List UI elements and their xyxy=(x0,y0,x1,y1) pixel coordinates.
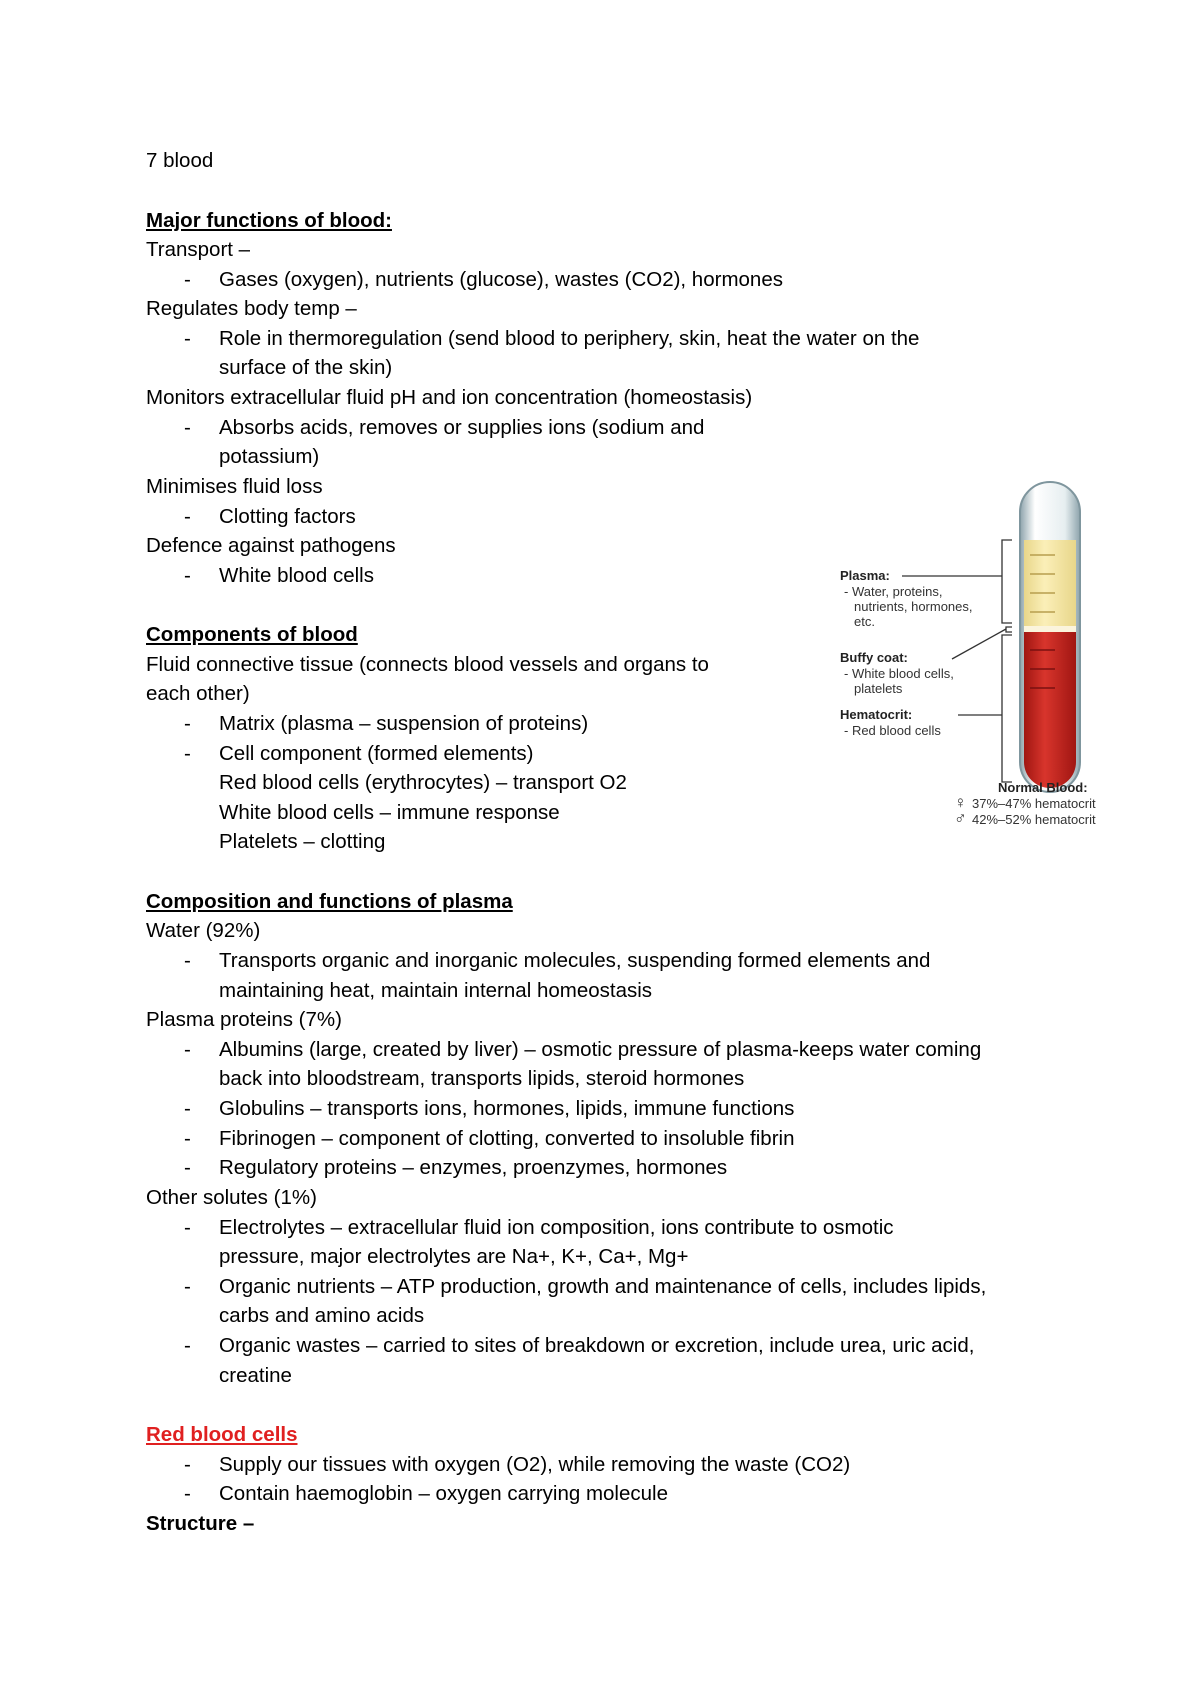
bullet-text: Organic wastes – carried to sites of breakdown or excretion, include urea, uric acid, xyxy=(219,1334,975,1357)
bullet-text: Supply our tissues with oxygen (O2), while removing the waste (CO2) xyxy=(219,1453,851,1476)
bullet-text: Organic nutrients – ATP production, growth and maintenance of cells, includes lipids, xyxy=(219,1275,987,1298)
bullet-text: Transports organic and inorganic molecules, suspending formed elements and xyxy=(219,949,931,972)
item-proteins: Plasma proteins (7%) xyxy=(146,1008,342,1031)
item-temp: Regulates body temp – xyxy=(146,297,357,320)
sub-item: Platelets – clotting xyxy=(219,830,386,853)
bullet-dash: - xyxy=(184,505,191,528)
plasma-layer xyxy=(1024,540,1076,626)
heading-red-blood-cells: Red blood cells xyxy=(146,1423,298,1446)
buffy-desc: platelets xyxy=(854,681,903,696)
plasma-desc: etc. xyxy=(854,614,875,629)
bullet-dash: - xyxy=(184,327,191,350)
plasma-desc: nutrients, hormones, xyxy=(854,599,973,614)
bullet-text: Fibrinogen – component of clotting, converted to insoluble fibrin xyxy=(219,1127,795,1150)
bullet-dash: - xyxy=(184,1275,191,1298)
bullet-text-cont: carbs and amino acids xyxy=(219,1304,425,1327)
bullet-text: Gases (oxygen), nutrients (glucose), wastes (CO2), hormones xyxy=(219,268,783,291)
bullet-dash: - xyxy=(184,712,191,735)
buffy-desc: - White blood cells, xyxy=(844,666,954,681)
bullet-text: Regulatory proteins – enzymes, proenzymes, hormones xyxy=(219,1156,728,1179)
components-line: each other) xyxy=(146,682,250,705)
item-solutes: Other solutes (1%) xyxy=(146,1186,317,1209)
heading-components: Components of blood xyxy=(146,623,358,646)
bullet-dash: - xyxy=(184,1097,191,1120)
bullet-dash: - xyxy=(184,1038,191,1061)
male-hematocrit: 42%–52% hematocrit xyxy=(972,812,1096,827)
bullet-text: Contain haemoglobin – oxygen carrying molecule xyxy=(219,1482,668,1505)
bullet-text-cont: back into bloodstream, transports lipids, steroid hormones xyxy=(219,1067,745,1090)
bullet-text: Cell component (formed elements) xyxy=(219,742,534,765)
bullet-text-cont: potassium) xyxy=(219,445,320,468)
item-fluid: Minimises fluid loss xyxy=(146,475,323,498)
item-ph: Monitors extracellular fluid pH and ion concentration (homeostasis) xyxy=(146,386,753,409)
bullet-text-cont: surface of the skin) xyxy=(219,356,393,379)
bullet-dash: - xyxy=(184,1482,191,1505)
bullet-dash: - xyxy=(184,416,191,439)
sub-item: Red blood cells (erythrocytes) – transport O2 xyxy=(219,771,627,794)
item-defence: Defence against pathogens xyxy=(146,534,396,557)
hematocrit-desc: - Red blood cells xyxy=(844,723,941,738)
bullet-text-cont: pressure, major electrolytes are Na+, K+, Ca+, Mg+ xyxy=(219,1245,689,1268)
female-hematocrit: 37%–47% hematocrit xyxy=(972,796,1096,811)
bullet-text: Clotting factors xyxy=(219,505,356,528)
bullet-text-cont: maintaining heat, maintain internal homeostasis xyxy=(219,979,653,1002)
bullet-text: Matrix (plasma – suspension of proteins) xyxy=(219,712,589,735)
figure-brackets xyxy=(902,540,1012,782)
rbc-layer xyxy=(1024,632,1076,788)
structure-label: Structure – xyxy=(146,1512,255,1535)
bullet-dash: - xyxy=(184,949,191,972)
bullet-text: Electrolytes – extracellular fluid ion composition, ions contribute to osmotic xyxy=(219,1216,894,1239)
plasma-desc: - Water, proteins, xyxy=(844,584,943,599)
item-transport: Transport – xyxy=(146,238,251,261)
bullet-text-cont: creatine xyxy=(219,1364,292,1387)
bullet-text: Role in thermoregulation (send blood to periphery, skin, heat the water on the xyxy=(219,327,920,350)
bullet-dash: - xyxy=(184,742,191,765)
doc-title: 7 blood xyxy=(146,149,214,172)
heading-major-functions: Major functions of blood: xyxy=(146,209,392,232)
bullet-dash: - xyxy=(184,1156,191,1179)
bullet-text: White blood cells xyxy=(219,564,374,587)
bullet-dash: - xyxy=(184,268,191,291)
male-symbol-icon: ♂ xyxy=(954,809,967,828)
components-line: Fluid connective tissue (connects blood vessels and organs to xyxy=(146,653,709,676)
bullet-dash: - xyxy=(184,1334,191,1357)
normal-blood-title: Normal Blood: xyxy=(998,780,1088,795)
bullet-dash: - xyxy=(184,564,191,587)
sub-item: White blood cells – immune response xyxy=(219,801,560,824)
plasma-title: Plasma: xyxy=(840,568,890,583)
buffy-title: Buffy coat: xyxy=(840,650,908,665)
bullet-dash: - xyxy=(184,1127,191,1150)
heading-plasma: Composition and functions of plasma xyxy=(146,890,513,913)
bullet-dash: - xyxy=(184,1453,191,1476)
hematocrit-title: Hematocrit: xyxy=(840,707,913,722)
bullet-text: Absorbs acids, removes or supplies ions (sodium and xyxy=(219,416,705,439)
buffy-coat-layer xyxy=(1024,626,1076,632)
female-symbol-icon: ♀ xyxy=(954,793,967,812)
item-water: Water (92%) xyxy=(146,919,261,942)
blood-tube-figure xyxy=(830,470,1120,840)
bullet-dash: - xyxy=(184,1216,191,1239)
bullet-text: Albumins (large, created by liver) – osmotic pressure of plasma-keeps water coming xyxy=(219,1038,982,1061)
bullet-text: Globulins – transports ions, hormones, lipids, immune functions xyxy=(219,1097,795,1120)
